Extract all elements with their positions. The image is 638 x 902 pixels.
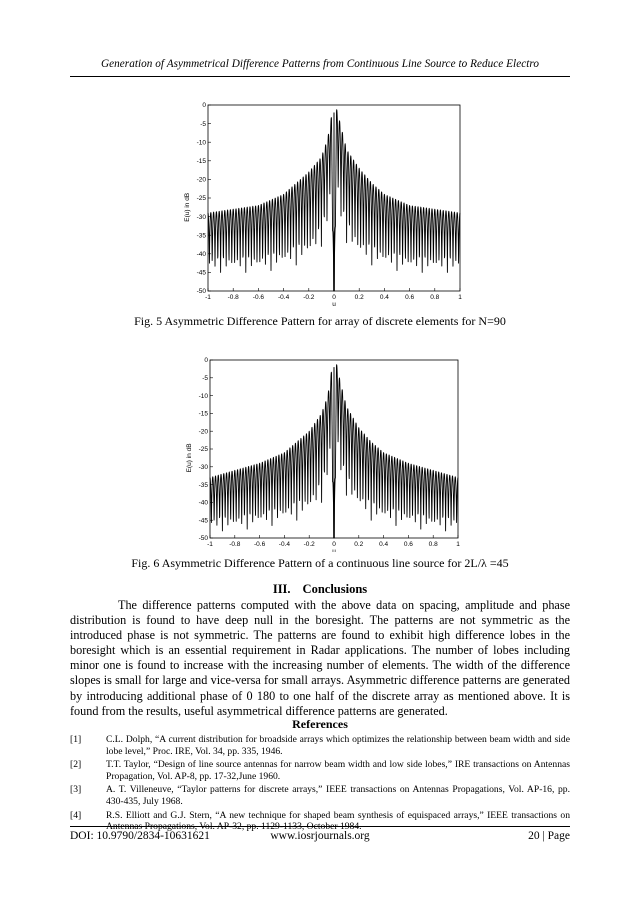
footer-rule	[70, 826, 570, 827]
x-tick-label: 0.2	[354, 541, 364, 548]
conclusions-body	[70, 598, 570, 719]
footer-page-number: 20 | Page	[528, 830, 570, 842]
y-tick-label: -25	[196, 195, 206, 203]
y-tick-label: -5	[200, 120, 206, 128]
y-tick-label: 0	[204, 357, 208, 365]
running-header: Generation of Asymmetrical Difference Patterns from Continuous Line Source to Reduce Electro	[100, 58, 540, 70]
y-tick-label: -20	[198, 428, 208, 436]
y-tick-label: -20	[196, 176, 206, 184]
x-tick-label: -1	[207, 541, 213, 548]
x-tick-label: 0.4	[379, 294, 389, 301]
reference-text: R.S. Elliott and G.J. Stern, “A new technique for shaped beam synthesis of equispaced arrays,” IEEE transactions on Antennas Propagations, Vol. AP-32, pp. 1129-1133, October 1984.	[106, 809, 570, 833]
x-tick-label: -0.4	[278, 541, 291, 548]
x-tick-label: -0.8	[227, 294, 239, 301]
y-axis-label: E(u) in dB	[186, 443, 193, 473]
header-rule	[70, 76, 570, 77]
conclusions-paragraph: The difference patterns computed with the above data on spacing, amplitude and phase distribution is found to have deep null in the boresight. The patterns are not symmetric as the introduced phase is not symmetric. The patterns are found to exhibit high difference lobes in the boresight which is an essential requirement in Radar applications. The number of lobes including minor one is found to increase with the increasing number of elements. The width of the difference slopes is small for large and vice-versa for small arrays. Asymmetric difference patterns are generated by introducing additional phase of 0 180 to one half of the discrete array as mentioned above. It is found from the results, useful asymmetrical difference patterns are generated.	[70, 598, 570, 718]
reference-text: A. T. Villeneuve, “Taylor patterns for discrete arrays,” IEEE transactions on Antennas Propagations, Vol. AP-16, pp. 430-435, July 1968.	[106, 784, 570, 807]
x-tick-label: 1	[458, 294, 462, 301]
fig6-plot	[172, 350, 468, 552]
y-tick-label: -30	[198, 464, 208, 471]
reference-number: [1]	[70, 734, 82, 745]
x-tick-label: -0.8	[229, 541, 241, 548]
figure-5	[178, 95, 468, 310]
y-tick-label: -35	[198, 481, 208, 489]
x-tick-label: -0.6	[252, 294, 265, 301]
figure-6-caption: Fig. 6 Asymmetric Difference Pattern of a continuous line source for 2L/λ =45	[131, 556, 509, 570]
fig5-plot	[178, 95, 468, 310]
figure-5-caption: Fig. 5 Asymmetric Difference Pattern for array of discrete elements for N=90	[134, 314, 506, 328]
reference-item	[70, 759, 570, 782]
y-tick-label: -30	[196, 213, 206, 221]
reference-text: C.L. Dolph, “A current distribution for broadside arrays which optimizes the relationship between beam width and side lobe level,” Proc. IRE, Vol. 34, pp. 335, 1946.	[106, 734, 570, 757]
y-tick-label: -5	[202, 375, 208, 382]
reference-item	[70, 734, 570, 757]
y-tick-label: -10	[196, 139, 206, 147]
y-tick-label: -25	[198, 446, 208, 454]
x-axis-label: u	[332, 301, 336, 308]
x-tick-label: 0.2	[354, 294, 364, 301]
footer-doi: DOI: 10.9790/2834-10631621	[70, 830, 210, 842]
footer-website: www.iosrjournals.org	[270, 830, 370, 842]
y-tick-label: -50	[196, 288, 206, 296]
y-axis-label: E(u) in dB	[184, 192, 191, 222]
y-tick-label: -45	[198, 517, 208, 525]
figure-6	[172, 350, 468, 552]
y-tick-label: 0	[202, 102, 206, 110]
reference-number: [3]	[70, 784, 82, 796]
section-heading	[70, 582, 570, 597]
references-heading: References	[292, 717, 348, 731]
reference-item	[70, 784, 570, 807]
y-tick-label: -15	[198, 410, 208, 418]
y-tick-label: -35	[196, 232, 206, 240]
x-tick-label: -0.4	[277, 294, 290, 301]
x-tick-label: -0.2	[303, 541, 315, 548]
x-tick-label: 1	[456, 541, 460, 548]
x-tick-label: 0.6	[405, 294, 415, 301]
y-tick-label: -10	[198, 392, 208, 400]
section-title: Conclusions	[302, 582, 368, 596]
x-tick-label: -1	[205, 294, 211, 301]
x-tick-label: -0.6	[253, 541, 266, 548]
y-tick-label: -40	[198, 499, 208, 507]
reference-text: T.T. Taylor, “Design of line source antennas for narrow beam width and low side lobes,” IRE transactions on Antennas Propagation, Vol. AP-8, pp. 17-32,June 1960.	[106, 759, 570, 782]
x-tick-label: 0	[332, 541, 336, 548]
y-tick-label: -45	[196, 269, 206, 277]
y-tick-label: -15	[196, 158, 206, 165]
x-tick-label: 0.8	[430, 294, 440, 301]
x-tick-label: 0.8	[428, 541, 438, 548]
y-tick-label: -40	[196, 251, 206, 258]
y-tick-label: -50	[198, 535, 208, 543]
x-axis-label: u	[332, 548, 336, 552]
references-list	[70, 734, 570, 835]
section-number: III.	[272, 582, 291, 596]
x-tick-label: 0.6	[403, 541, 413, 548]
reference-number: [2]	[70, 759, 82, 771]
x-tick-label: 0	[332, 294, 336, 301]
x-tick-label: 0.4	[379, 541, 389, 548]
reference-number: [4]	[70, 809, 82, 821]
x-tick-label: -0.2	[303, 294, 315, 301]
